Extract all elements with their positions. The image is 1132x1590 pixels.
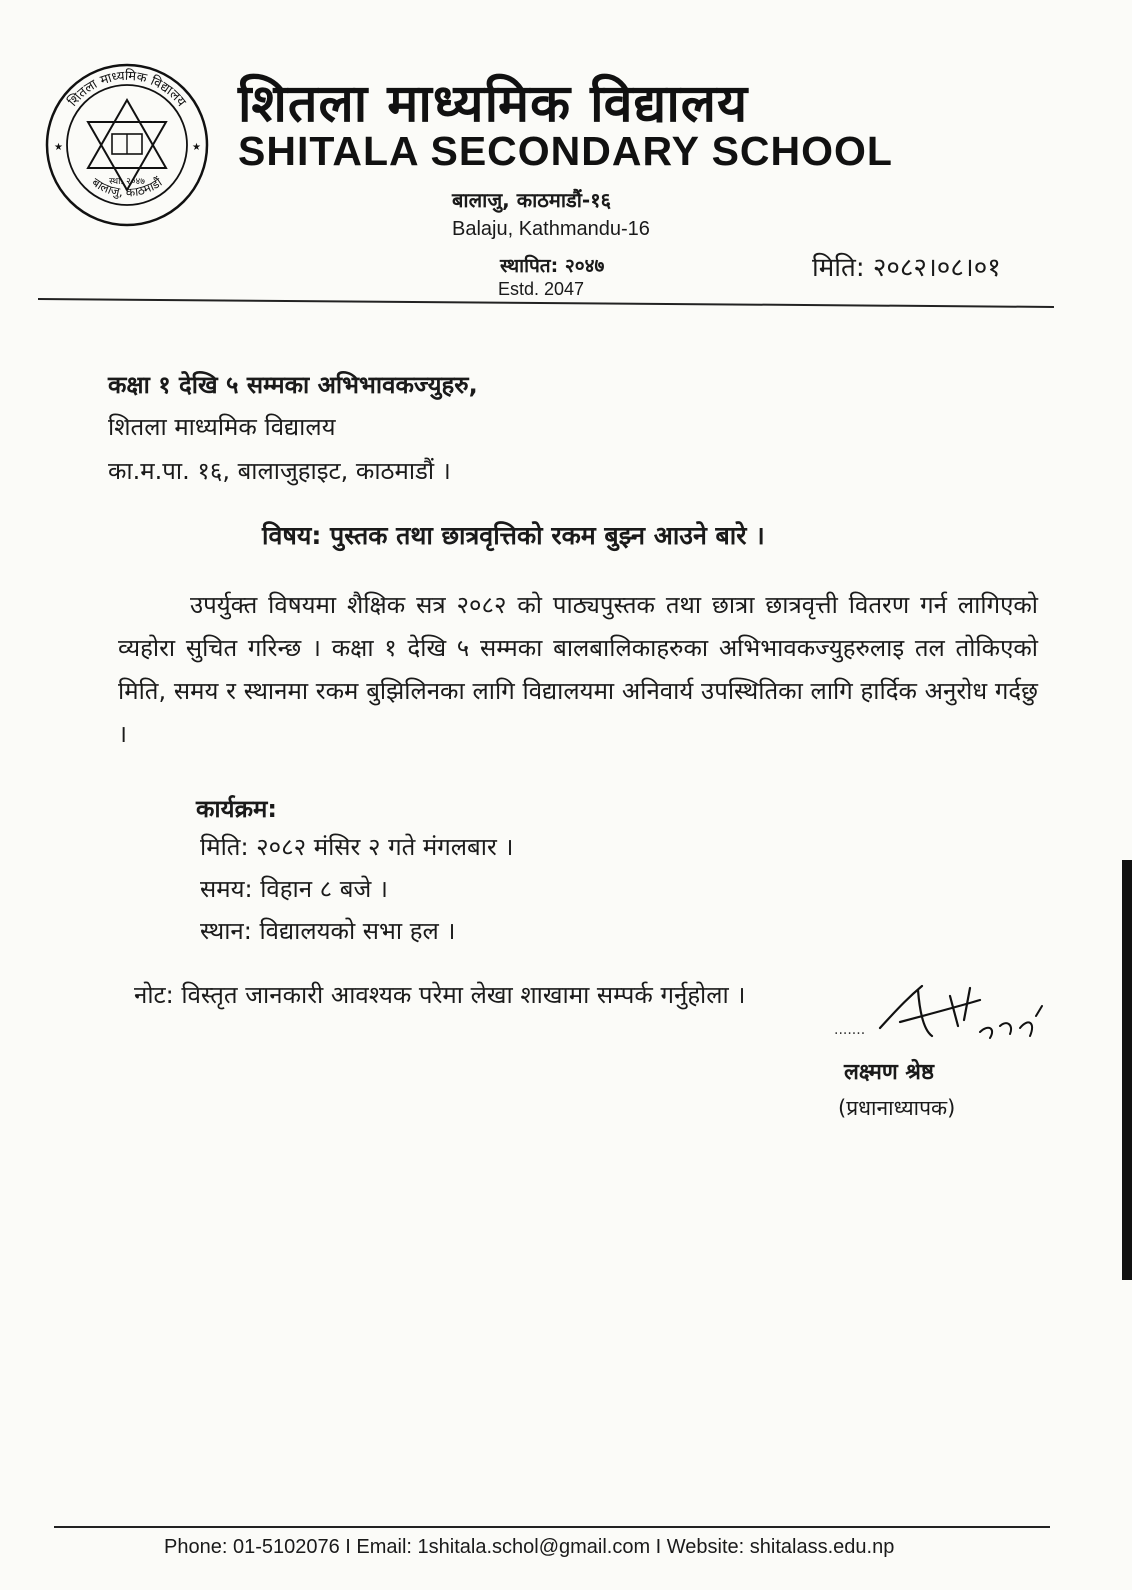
letter-date: मिति: २०८२।०८।०१ xyxy=(812,253,1001,283)
handwritten-signature xyxy=(830,976,1050,1068)
address-english: Balaju, Kathmandu-16 xyxy=(452,218,650,240)
svg-text:★: ★ xyxy=(192,142,201,153)
scan-edge-shadow xyxy=(1122,860,1132,1280)
established-nepali: स्थापित: २०४७ xyxy=(500,255,605,277)
svg-text:.......: ....... xyxy=(834,1022,866,1038)
school-name-english: SHITALA SECONDARY SCHOOL xyxy=(238,128,893,174)
school-seal-logo xyxy=(44,62,210,228)
school-name-nepali: शितला माध्यमिक विद्यालय xyxy=(238,74,749,134)
footer-contact: Phone: 01-5102076 I Email: 1shitala.schol@gmail.com I Website: shitalass.edu.np xyxy=(164,1536,895,1558)
footer-divider xyxy=(54,1526,1050,1528)
program-heading: कार्यक्रम: xyxy=(196,795,277,823)
letter-body: उपर्युक्त विषयमा शैक्षिक सत्र २०८२ को पाठ्यपुस्तक तथा छात्रा छात्रवृत्ती वितरण गर्न लागिएको व्यहोरा सुचित गरिन्छ । कक्षा १ देखि ५ सम्मका बालबालिकाहरुका अभिभावकज्युहरुलाइ तल तोकिएको मिति, समय र स्थानमा रकम बुझिलिनका लागि विद्यालयमा अनिवार्य उपस्थितिका लागि हार्दिक अनुरोध गर्दछु । xyxy=(118,591,1038,748)
letter-note: नोट: विस्तृत जानकारी आवश्यक परेमा लेखा शाखामा सम्पर्क गर्नुहोला । xyxy=(134,981,746,1009)
svg-text:बालाजु, काठमाडौं: बालाजु, काठमाडौं xyxy=(89,175,165,200)
svg-text:स्था. २०४७: स्था. २०४७ xyxy=(109,177,145,187)
program-date: मिति: २०८२ मंसिर २ गते मंगलबार । xyxy=(200,833,514,861)
signatory-title: (प्रधानाध्यापक) xyxy=(838,1096,956,1120)
signatory-name: लक्ष्मण श्रेष्ठ xyxy=(844,1060,934,1085)
recipient-line-1: कक्षा १ देखि ५ सम्मका अभिभावकज्युहरु, xyxy=(108,371,478,399)
letter-subject: विषय: पुस्तक तथा छात्रवृत्तिको रकम बुझ्न आउने बारे । xyxy=(262,521,765,550)
recipient-line-2: शितला माध्यमिक विद्यालय xyxy=(108,413,336,441)
svg-text:शितला माध्यमिक विद्यालय: शितला माध्यमिक विद्यालय xyxy=(65,68,189,110)
established-english: Estd. 2047 xyxy=(498,279,585,299)
svg-text:★: ★ xyxy=(54,142,63,153)
program-place: स्थान: विद्यालयको सभा हल । xyxy=(200,917,456,945)
program-time: समय: विहान ८ बजे । xyxy=(200,875,389,903)
recipient-line-3: का.म.पा. १६, बालाजुहाइट, काठमाडौं । xyxy=(108,457,451,485)
address-nepali: बालाजु, काठमाडौं-१६ xyxy=(452,188,612,212)
